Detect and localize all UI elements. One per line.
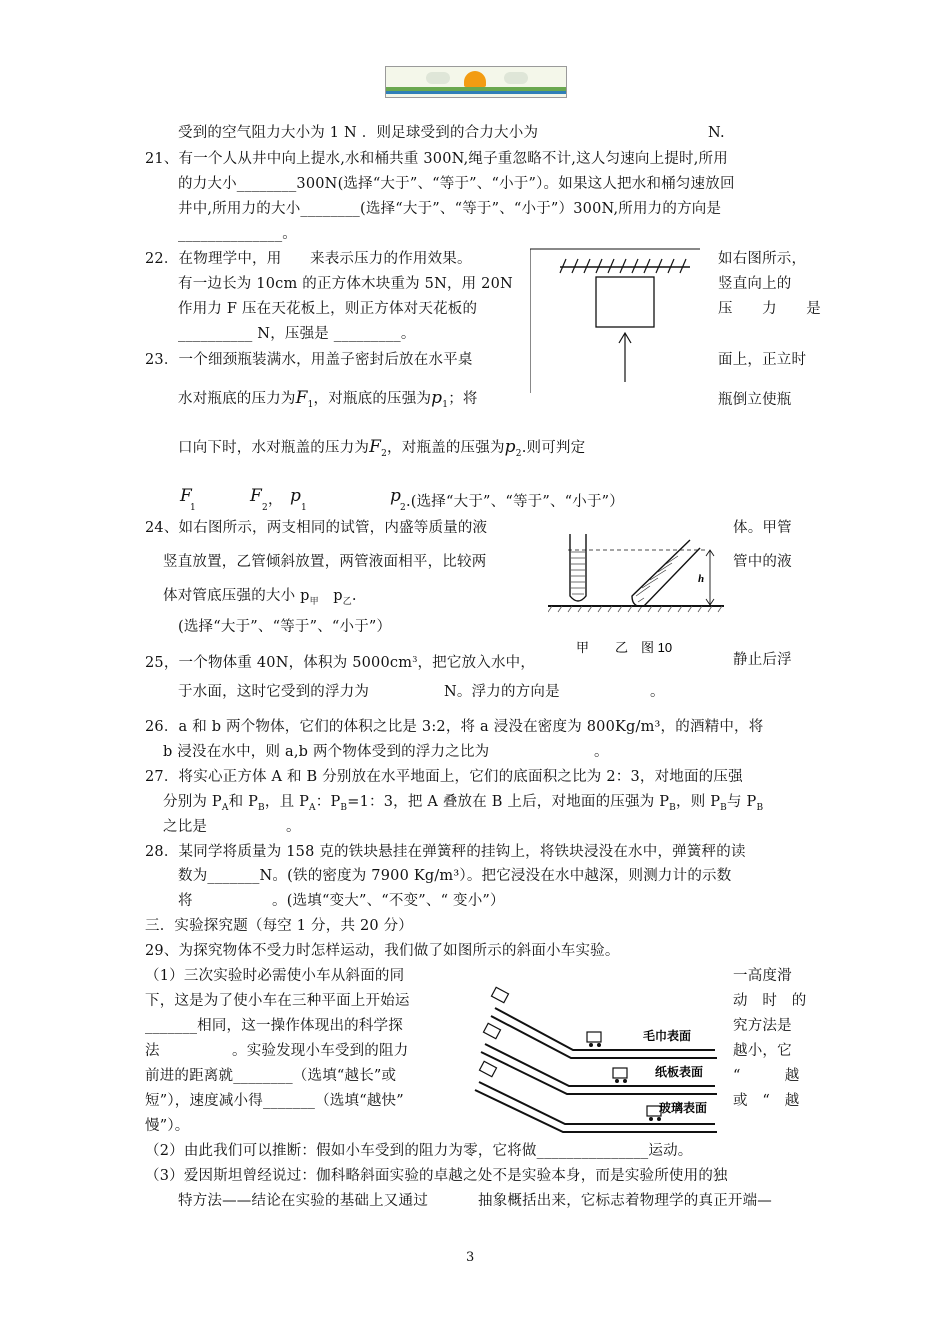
line-21a: b 浸没在水中，则 a,b 两个物体受到的浮力之比为 [163, 744, 490, 760]
question-25: 25，一个物体重 40N，体积为 $5000cm^3$，把它放入水中， [145, 655, 536, 671]
line-39b: 抽象概括出来，它标志着物理学的真正开端— [478, 1193, 772, 1209]
symbol-p2: p [390, 486, 402, 506]
line-12: 口向下时，水对瓶盖的压力为$F_2$，对瓶盖的压强为$p_2$.则可判定 [178, 437, 586, 459]
line-33b: 。实验发现小车受到的阻力 [232, 1043, 409, 1059]
line-07: 有一边长为 10cm 的正方体木块重为 5N，用 20N [178, 276, 513, 292]
line-23: 分别为 $P_A$和 $P_B$，且 $P_A$：$P_B=1$：3，把 A 叠放在 B 上后，对地面的压强为 $P_B$，则 $P_B$与 $P_B$ [163, 794, 764, 813]
line-08: 作用力 F 压在天花板上，则正方体对天花板的 [178, 301, 478, 317]
line-24a: 之比是 [163, 819, 208, 835]
section-3-heading: 三．实验探究题（每空 1 分，共 20 分） [145, 918, 414, 934]
question-28: 28．某同学将质量为 158 克的铁块悬挂在弹簧秤的挂钩上，将铁块浸没在水中，弹簧秤的读 [145, 844, 746, 860]
line-15: 竖直放置，乙管倾斜放置，两管液面相平，比较两 [163, 554, 487, 570]
line-11d: 瓶倒立使瓶 [718, 392, 792, 408]
question-29: 29、为探究物体不受力时怎样运动，我们做了如图所示的斜面小车实验。 [145, 943, 620, 959]
test-tubes-figure [548, 526, 724, 662]
line-21b: 。 [594, 744, 609, 760]
line-05: ______________。 [178, 226, 297, 242]
line-17: (选择“大于”、“等于”、“小于”） [178, 619, 392, 635]
line-32c: 究方法是 [733, 1018, 792, 1034]
line-32: _______相同，这一操作体现出的科学探 [145, 1018, 403, 1034]
ramp-label-glass: 玻璃表面 [659, 1101, 708, 1115]
question-23: 23．一个细颈瓶装满水，用盖子密封后放在水平桌 [145, 352, 473, 368]
line-15c: 管中的液 [733, 554, 792, 570]
line-16: 体对管底压强的大小 $p_甲$ $p_乙$. [163, 588, 357, 607]
tube-caption: 甲 乙 图 10 [576, 640, 673, 655]
line-01-end: N. [708, 125, 725, 141]
line-39a: 特方法——结论在实验的基础上又通过 [178, 1193, 428, 1209]
line-08c: 压 力 是 [718, 301, 821, 317]
ramp-figure [455, 972, 725, 1144]
line-19b: N。浮力的方向是 [444, 684, 560, 700]
line-19c: 。 [650, 684, 665, 700]
question-22: 22．在物理学中，用 [145, 251, 282, 267]
line-35c: 或 “ 越 [733, 1093, 800, 1109]
tube-vertical [570, 534, 586, 601]
question-27: 27．将实心正方体 A 和 B 分别放在水平地面上，它们的底面积之比为 2：3，对地面的压强 [145, 769, 743, 785]
line-34: 前进的距离就________（选填“越长”或 [145, 1068, 397, 1084]
question-24: 24、如右图所示，两支相同的试管，内盛等质量的液 [145, 520, 488, 536]
line-13: $_2$.(选择“大于”、“等于”、“小于”） [400, 494, 624, 513]
question-21: 21、有一个人从井中向上提水,水和桶共重 300N,绳子重忽略不计,这人匀速向上提时,所用 [145, 151, 728, 167]
line-03: 的力大小________300N(选择“大于”、“等于”、“小于”）。如果这人把水和桶匀速放回 [178, 176, 735, 192]
line-31c: 动 时 的 [733, 993, 807, 1009]
symbol-F1: F [180, 486, 192, 506]
ramp-label-towel: 毛巾表面 [643, 1029, 692, 1043]
symbol-F2: F [250, 486, 262, 506]
height-label: h [698, 573, 705, 585]
line-07c: 竖直向上的 [718, 276, 792, 292]
line-30c: 一高度滑 [733, 968, 792, 984]
line-24b: 。 [286, 819, 301, 835]
comma: ， [268, 492, 283, 508]
line-37: （2）由此我们可以推断：假如小车受到的阻力为零，它将做_______________运动。 [145, 1143, 693, 1159]
line-04: 井中,所用力的大小________(选择“大于”、“等于”、“小于”）300N,所用力的方向是 [178, 201, 722, 217]
symbol-F2-sub: 2 [262, 503, 268, 513]
line-36: 慢”）。 [145, 1118, 190, 1134]
line-10c: 面上，正立时 [718, 352, 807, 368]
line-19a: 于水面，这时它受到的浮力为 [178, 684, 370, 700]
symbol-F1-sub: 1 [190, 503, 196, 513]
line-27b: 。(选填“变大”、“不变”、“ 变小”） [272, 893, 505, 909]
question-26: 26．a 和 b 两个物体，它们的体积之比是 3:2，将 a 浸没在密度为 800Kg/m³，的酒精中，将 [145, 719, 764, 735]
line-01: 受到的空气阻力大小为 1 N ．则足球受到的合力大小为 [178, 125, 539, 141]
line-33c: 越小，它 [733, 1043, 792, 1059]
page-number: 3 [466, 1250, 475, 1265]
line-14c: 体。甲管 [733, 520, 792, 536]
line-09: __________ N，压强是 _________。 [178, 326, 416, 342]
line-26: 数为_______N。(铁的密度为 7900 Kg/m³）。把它浸没在水中越深，则测力计的示数 [178, 868, 732, 884]
line-27a: 将 [178, 893, 193, 909]
line-30: （1）三次实验时必需使小车从斜面的同 [145, 968, 405, 984]
ceiling-block-figure [530, 245, 700, 393]
wood-block [596, 277, 654, 327]
symbol-p1: p [290, 486, 302, 506]
line-06c: 如右图所示， [718, 251, 807, 267]
line-34c: “ 越 [733, 1068, 800, 1084]
line-31: 下，这是为了使小车在三种平面上开始运 [145, 993, 410, 1009]
ramp-label-board: 纸板表面 [655, 1065, 704, 1079]
line-18c: 静止后浮 [733, 652, 792, 668]
line-06b: 来表示压力的作用效果。 [310, 251, 472, 267]
header-logo [385, 66, 567, 98]
line-33a: 法 [145, 1043, 160, 1059]
symbol-p1-sub: 1 [301, 503, 307, 513]
line-35: 短”），速度减小得_______（选填“越快” [145, 1093, 404, 1109]
line-38: （3）爱因斯坦曾经说过：伽科略斜面实验的卓越之处不是实验本身，而是实验所使用的独 [145, 1168, 728, 1184]
line-11: 水对瓶底的压力为$F_1$，对瓶底的压强为$p_1$；将 [178, 388, 478, 410]
